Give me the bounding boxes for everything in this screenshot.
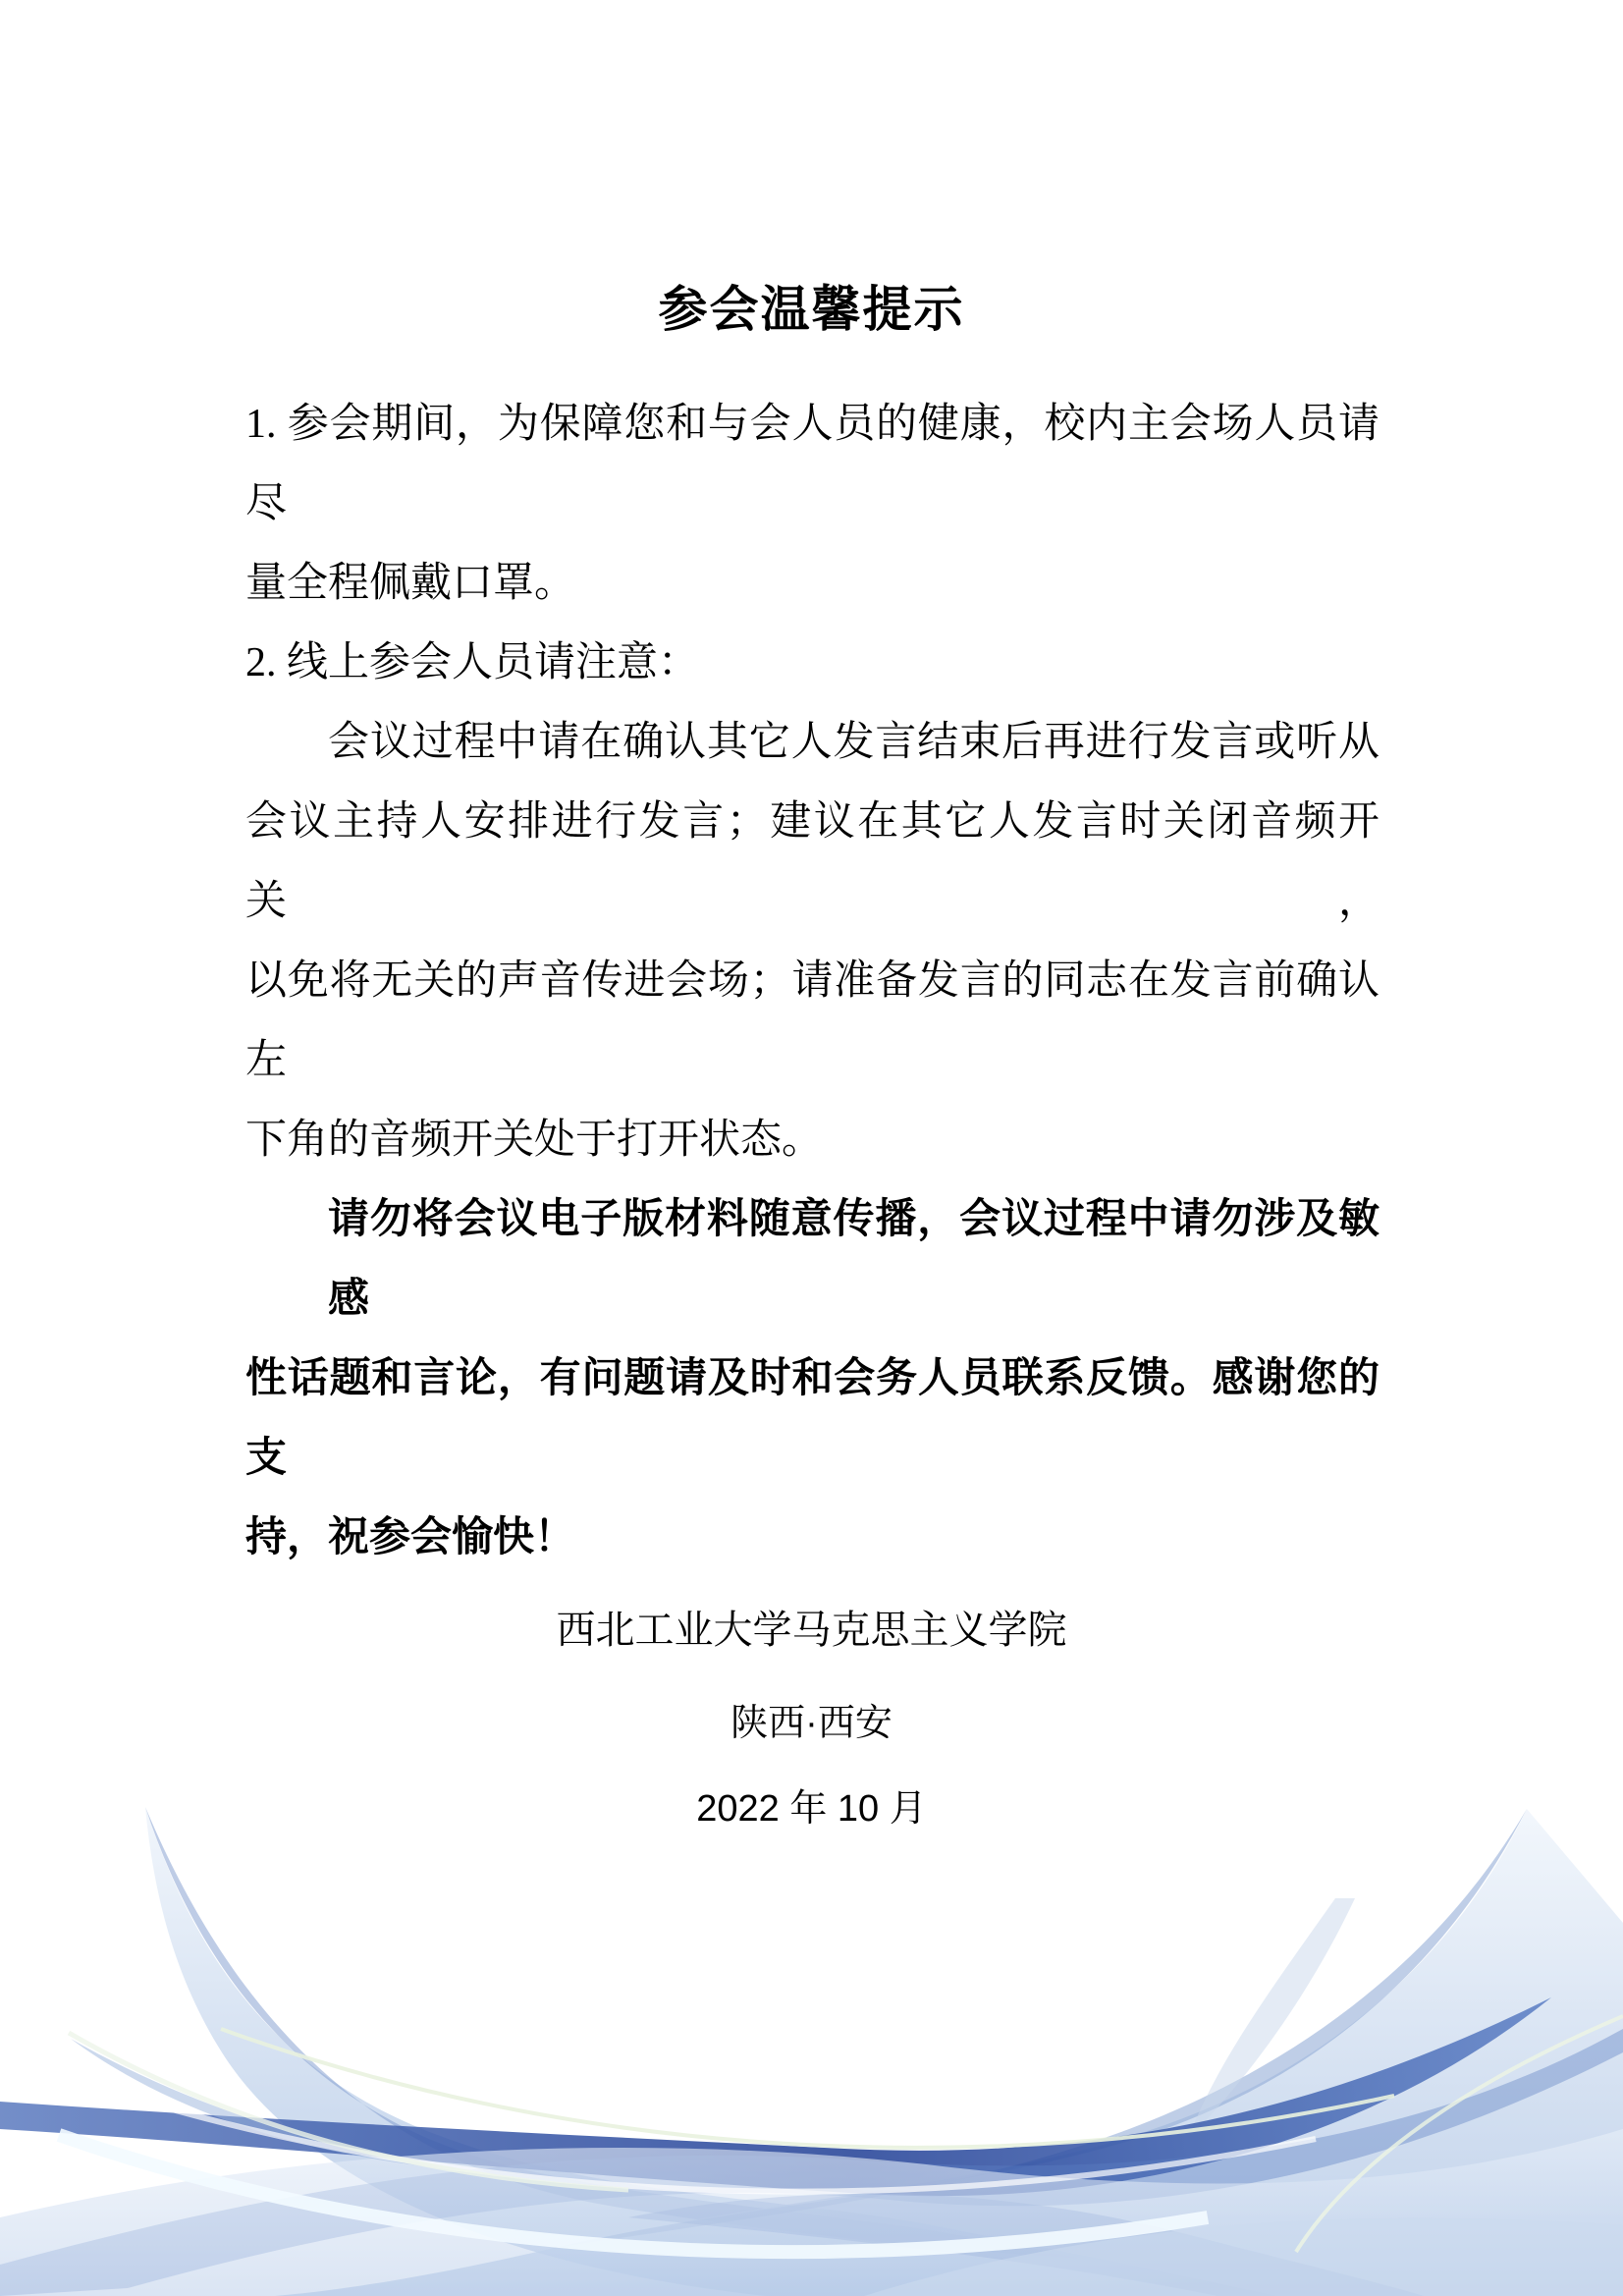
text-line: 持，祝参会愉快！ [245,1515,576,1560]
text-line: 2. 线上参会人员请注意： [245,640,700,685]
text-line: 1. 参会期间，为保障您和与会人员的健康，校内主会场人员请尽 [245,402,1380,526]
footer-date: 2022 年 10 月 [696,1788,927,1830]
text-line: 会议过程中请在确认其它人发言结束后再进行发言或听从 [328,720,1380,765]
text-line: 请勿将会议电子版材料随意传播，会议过程中请勿涉及敏感 [328,1197,1380,1322]
text-line: 会议主持人安排进行发言；建议在其它人发言时关闭音频开关， [245,799,1380,924]
document-title: 参会温馨提示 [658,282,965,337]
decorative-wave-graphic [0,1805,1623,2296]
text-line: 性话题和言论，有问题请及时和会务人员联系反馈。感谢您的支 [245,1356,1380,1481]
document-body [245,385,1380,1578]
footer-location: 陕西·西安 [730,1703,893,1744]
text-line: 量全程佩戴口罩。 [245,561,576,606]
footer-organization: 西北工业大学马克思主义学院 [556,1609,1067,1652]
text-line: 以免将无关的声音传进会场；请准备发言的同志在发言前确认左 [245,958,1380,1083]
text-line: 下角的音频开关处于打开状态。 [245,1118,824,1163]
